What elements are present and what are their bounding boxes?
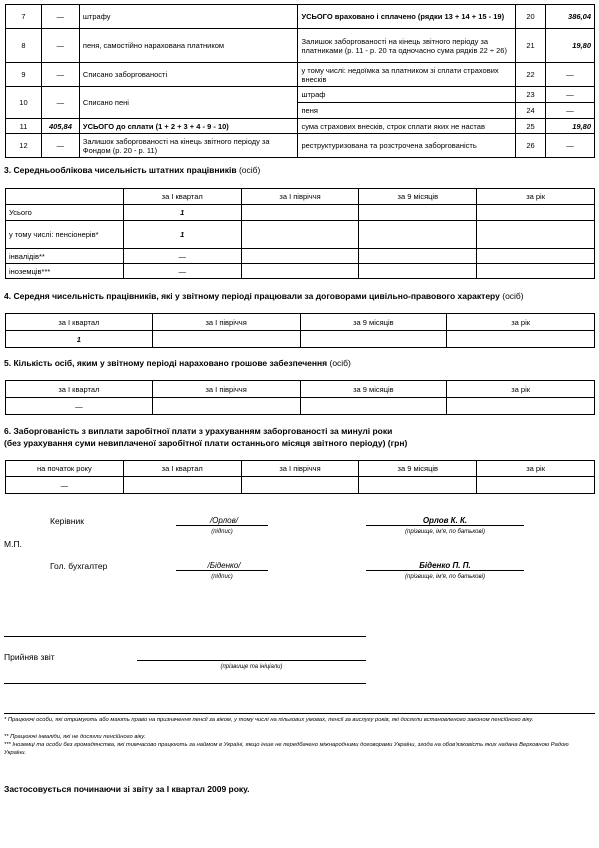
table-row: пеня 24 — — [6, 103, 595, 119]
head-signature: /Орлов/ — [209, 516, 239, 525]
table-row: 11 405,84 УСЬОГО до сплати (1 + 2 + 3 + 4 - 9 - 10) сума страхових внесків, строк сплати яких не настав 25 19,80 — [6, 119, 595, 134]
accountant-signature: /Біденко/ — [207, 561, 241, 570]
table-header-row: за І квартал за І півріччя за 9 місяців за рік — [6, 381, 595, 398]
table-row: — — [6, 477, 595, 494]
separator-line — [4, 683, 366, 684]
section-3-table — [5, 188, 595, 279]
table-header-row: на початок року за І квартал за І півріччя за 9 місяців за рік — [6, 461, 595, 477]
table-row: 7 — штрафу УСЬОГО враховано і сплачено (рядки 13 + 14 + 15 - 19) 20 386,04 — [6, 5, 595, 29]
section-5-table — [5, 380, 595, 415]
footnote-1: * Працюючі особи, які отримують або мають право на призначення пенсії за віком, у тому числі на пільгових умовах, пенсії за вислугу років, які досягли встановленого законом пенсійного віку. — [4, 717, 534, 723]
table-row: Усього 1 — [6, 205, 595, 221]
table-row: 8 — пеня, самостійно нарахована платником Залишок заборгованості на кінець звітного періоду за платниками (р. 11 - р. 20 та одночасно сума рядків 22 ÷ 26) 21 19,80 — [6, 29, 595, 63]
table-header-row: за І квартал за І півріччя за 9 місяців за рік — [6, 189, 595, 205]
footnote-2: ** Працюючі інваліди, які не досягли пенсійного віку. — [4, 734, 146, 740]
table-row: — — [6, 398, 595, 415]
accepted-hint: (прізвище та ініціали) — [220, 664, 283, 670]
accountant-name-line — [366, 570, 524, 571]
accountant-label: Гол. бухгалтер — [50, 561, 108, 571]
accepted-line — [137, 660, 366, 661]
section-6-title: 6. Заборгованість з виплати заробітної плати з урахуванням заборгованості за минулі роки (без урахування суми невиплаченої заробітної плати останнього місяця звітного періоду) (грн) — [4, 426, 408, 448]
table-row: інвалідів** — — [6, 249, 595, 264]
section-6-table — [5, 460, 595, 494]
footnote-3: *** Іноземці та особи без громадянства, які тимчасово працюють за наймом в Україні, якщо інше не передбачено міжнародними договорами України, згода на обов'язковість яких надана Верховною Радою України. — [4, 742, 569, 756]
section-3-title: 3. Середньооблікова чисельність штатних працівників (осіб) — [4, 165, 261, 175]
head-signature-line — [176, 525, 268, 526]
table-row: 12 — Залишок заборгованості на кінець звітного періоду за Фондом (р. 20 - р. 11) реструктуризована та розстрочена заборгованість 26 — — [6, 134, 595, 158]
separator-line — [4, 636, 366, 637]
accountant-name-hint: (прізвище, ім'я, по батькові) — [405, 574, 485, 580]
accountant-sign-hint: (підпис) — [211, 574, 233, 580]
section-5-title: 5. Кількість осіб, яким у звітному періоді нараховано грошове забезпечення (осіб) — [4, 358, 351, 368]
table-row: 10 — Списано пені штраф 23 — — [6, 87, 595, 103]
table-row: 1 — [6, 331, 595, 348]
final-note: Застосовується починаючи зі звіту за І квартал 2009 року. — [4, 784, 250, 794]
head-name-line — [366, 525, 524, 526]
head-name: Орлов К. К. — [422, 516, 468, 525]
section-4-title: 4. Середня чисельність працівників, які у звітному періоді працювали за договорами цивільно-правового характеру (осіб) — [4, 291, 524, 301]
table-row: 9 — Списано заборгованості у тому числі: недоїмка за платником зі сплати страхових внесків 22 — — [6, 63, 595, 87]
footnote-divider — [4, 713, 595, 714]
table-row: у тому числі: пенсіонерів* 1 — [6, 221, 595, 249]
accountant-name: Біденко П. П. — [419, 561, 471, 570]
accepted-label: Прийняв звіт — [4, 652, 55, 662]
stamp-place: М.П. — [4, 539, 22, 549]
head-name-hint: (прізвище, ім'я, по батькові) — [405, 529, 485, 535]
table-row: іноземців*** — — [6, 264, 595, 279]
table-header-row: за І квартал за І півріччя за 9 місяців за рік — [6, 314, 595, 331]
accountant-signature-line — [176, 570, 268, 571]
section-4-table — [5, 313, 595, 348]
payment-summary-table — [5, 4, 595, 158]
head-sign-hint: (підпис) — [211, 529, 233, 535]
head-label: Керівник — [50, 516, 84, 526]
